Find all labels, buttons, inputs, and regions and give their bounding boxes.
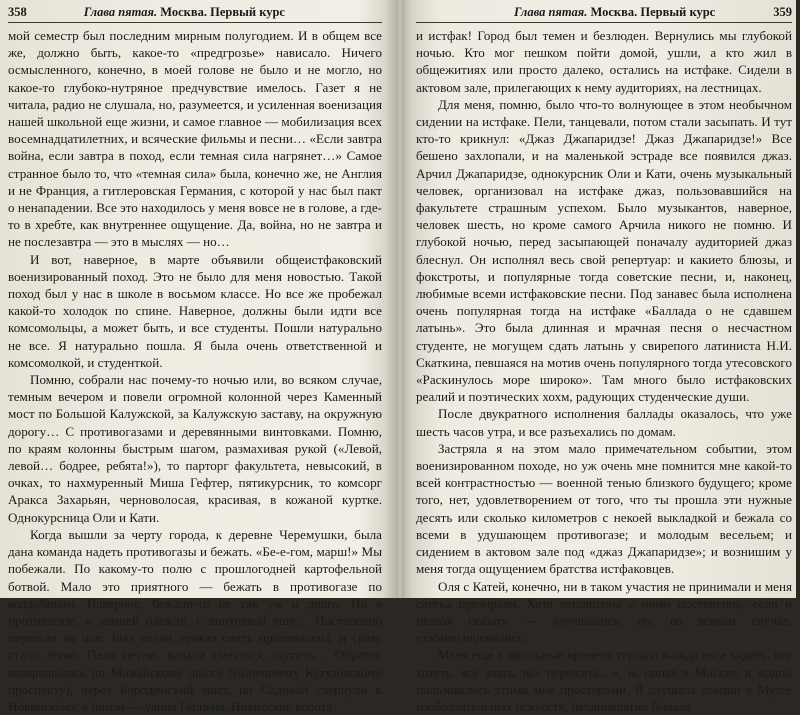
running-title-chapter: Глава пятая.: [83, 5, 158, 19]
left-page-header: [8, 4, 382, 20]
paragraph: Меня еще в школьные времена терзала жажда «все видеть, все хотеть, все знать, все пережить…», и, попав в Москву, я жадно пользовалась этими мне просторами. Я слушала лекции в Музее изобразительных искусств, неоднократно бывала: [416, 647, 792, 714]
page-number: 359: [773, 5, 792, 19]
page-number: 358: [8, 5, 27, 19]
right-page: [402, 0, 800, 714]
paragraph: Оля с Катей, конечно, ни в таком участия не принимали и меня слегка презирали. Хотя отношения с ними постепенно, если и нельзя сказать — улучшались, но, во всяком случае, стабилизировались.: [416, 578, 792, 646]
paragraph: Помню, собрали нас почему-то ночью или, во всяком случае, темным вечером и повели огромной колонной через Каменный мост по Большой Калужской, за Калужскую заставу, на окружную дорогу… С противогазами и деревянными винтовками. Помню, по краям колонны быстрым шагом, размахивая рукой («Левой, левой… бодрее, ребята!»), то парторг факультета, невысокий, в очках, то нахмуренный Миша Гефтер, пятикурсник, то комсорг Аракса Захарьян, черноволосая, красивая, в кожаной куртке. Однокурсница Оли и Кати.: [8, 372, 382, 525]
paragraph: После двукратного исполнения баллады оказалось, что уже шесть часов утра, и все разъехались по домам.: [416, 406, 792, 439]
left-page: [0, 0, 398, 714]
paragraph: Для меня, помню, было что-то волнующее в этом необычном сидении на истфаке. Пели, танцевали, потом стали засыпать. И тут кто-то крикнул: «Джаз Джапаридзе! Джаз Джапаридзе!» Все бешено захлопали, и на маленькой эстраде все появился джаз. Арчил Джапаридзе, однокурсник Оли и Кати, очень музыкальный человек, организовал на истфаке джаз, пользовавшийся на факультете страшным успехом. Было музыкантов, наверное, человек шесть, но кроме самого Арчила никого не помню. И глубокой ночью, перед засыпающей поначалу аудиторией джаз блеснул. Он исполнял весь свой репертуар: и какието блюзы, и фокстроты, и популярные тогда советские песни, и, наконец, любимые всеми истфаковские песни. Под занавес была исполнена очень популярная тогда на истфаке «Баллада о не сдавшем латынь». Это была длинная и мрачная песня о несчастном студенте, не могущем сдать латынь у свирепого латиниста Н.И. Скаткина, певшаяся на мотив очень популярного тогда утесовского «Раскинулось море широко». Там много было истфаковских реалий и поэтических хохм, радующих студенческие души.: [416, 96, 792, 405]
paragraph: Застряла я на этом мало примечательном событии, этом военизированном походе, но уж очень мне помнится мне какой-то всей контрастностью — военной тенью близкого будущего; кроме того, нет, удовлетворением от того, что ты прошла эти нужные десять или сколько километров с некоей выкладкой и бежала со всеми в удушающем противогазе; и молодым весельем; и сидением в актовом зале под «джаз Джапаридзе»; и вознишим у меня тогда ощущением братства истфаковцев.: [416, 440, 792, 577]
paragraph: И вот, наверное, в марте объявили общеистфаковский военизированный поход. Это не было для меня новостью. Такой поход был у нас в школе в восьмом классе. Но все же пробежал какой-то холодок по спине. Наверное, должны были идти все комсомольцы, а может быть, и все студенты. Пошли натурально не все. Я натурально пошла. Я была очень ответственной и комсомолкой, и студенткой.: [8, 251, 382, 370]
running-title-name: Москва. Первый курс: [160, 5, 285, 19]
paragraph: и истфак! Город был темен и безлюден. Вернулись мы глубокой ночью. Кто мог пешком пойти домой, ушли, а кто жил в общежитиях или просто далеко, остались на истфаке. Сидели в актовом зале, прилегающих к нему аудиториях, на лестницах.: [416, 28, 792, 95]
gutter-shadow: [384, 0, 398, 598]
gutter-shadow: [402, 0, 412, 598]
header-rule: [416, 22, 792, 23]
paragraph: Когда вышли за черту города, к деревне Черемушки, была дана команда надеть противогазы и бежать. «Бе-е-гом, марш!» Мы побежали. По какому-то полю с прошлогодней картофельной ботвой. Мало это приятного — бежать в противогазе по колдобинам. Наверное, бежали-то не так уж и долго. Но в противогазе, в зимней одежде, с винтовкой еще… Постепенно перешли на шаг. Был отдан приказ снять противогазы, и сразу стало легко. Пели песни, начали смеяться, шутить… Обратно возвращались по Можайскому шоссе (нынешнему Кутузовскому проспекту), через Бородинский мост, по Садовой свернули к Новинскому, а потом — улица Герцена, Никитские ворота: [8, 526, 382, 714]
left-page-body: [8, 27, 382, 715]
right-page-body: [416, 27, 792, 715]
header-rule: [8, 22, 382, 23]
page-edge: [796, 0, 800, 598]
running-title: [514, 4, 715, 20]
running-title-chapter: Глава пятая.: [514, 5, 588, 19]
paragraph: мой семестр был последним мирным полугодием. И в общем все же, должно быть, какое-то «предгрозье» нависало. Ничего осмысленного, конечно, в моей голове не было и не могло, но какое-то глубоко-нутряное предчувствие имелось. Газет я не читала, радио не слушала, но, разумеется, и усиленная военизация нашей школьной еще жизни, и самое главное — мобилизация всех восемнадцатилетних, и всяческие фильмы и песни… «Если завтра война, если завтра в поход, если темная сила нагрянет…» Самое странное было то, что «темная сила» была, конечно же, не Англия и не Франция, а гитлеровская Германия, с которой у нас был пакт о ненападении. Все это находилось у меня вовсе не в голове, а где-то в хребте, как внутреннее ощущение. Да, война, но не завтра и не послезавтра — это в мыслях — но…: [8, 28, 382, 250]
running-title-name: Москва. Первый курс: [590, 5, 716, 19]
running-title: [84, 4, 285, 20]
right-page-header: [416, 4, 792, 20]
